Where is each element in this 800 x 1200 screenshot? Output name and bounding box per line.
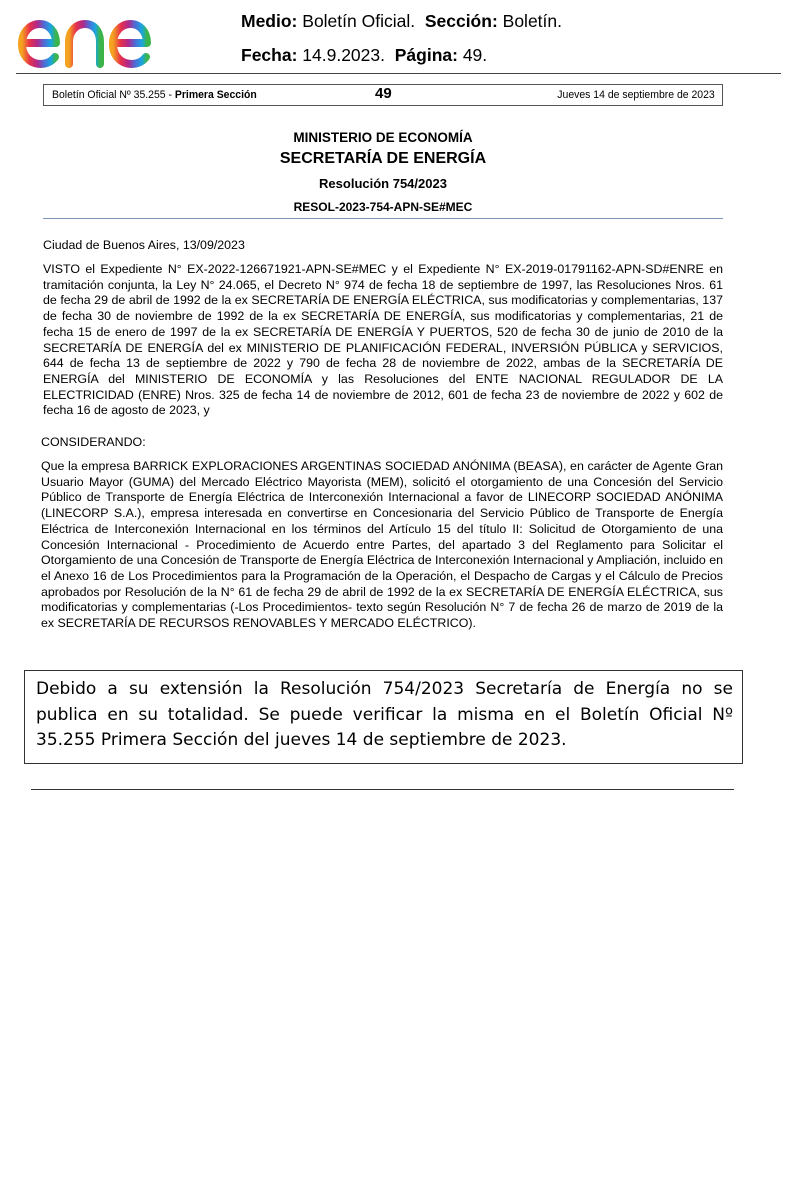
seccion-value: Boletín. [502,11,563,31]
secretaria-title: SECRETARÍA DE ENERGÍA [279,150,487,167]
que-paragraph: Que la empresa BARRICK EXPLORACIONES ARGENTINAS SOCIEDAD ANÓNIMA (BEASA), en carácter de Agente Gran Usuario Mayor (GUMA) del Mercado Eléctrico Mayorista (MEM), solicitó el otorgamiento de una Concesión del Servicio Público de Transporte de Energía Eléctrica de Interconexión Internacional a favor de LINECORP SOCIEDAD ANÓNIMA (LINECORP S.A.), empresa interesada en convertirse en Concesionaria del Servicio Público de Transporte de Energía Eléctrica de Interconexión Internacional en los términos del Artículo 15 del título II: Solicitud de Otorgamiento de una Concesión Internacional - Procedimiento de Acuerdo entre Partes, del apartado 3 del Reglamento para Solicitar el Otorgamiento de una Concesión de Transporte de Energía Eléctrica de Interconexión Internacional y Ampliación, incluido en el Anexo 16 de Los Procedimientos para la Programación de la Operación, el Despacho de Cargas y el Cálculo de Precios aprobados por Resolución de la N° 61 de fecha 29 de abril de 1992 de la ex SECRETARÍA DE ENERGÍA ELÉCTRICA, sus modificatorias y complementarias (-Los Procedimientos- texto según Resolución N° 7 de fecha 26 de marzo de 2019 de la ex SECRETARÍA DE RECURSOS RENOVABLES Y MERCADO ELÉCTRICO). [41,459,723,631]
resolution-code: RESOL-2023-754-APN-SE#MEC [293,200,473,214]
bulletin-section: Primera Sección [174,89,257,101]
medio-value: Boletín Oficial. [302,11,416,31]
bulletin-header-box [43,84,723,106]
place-date: Ciudad de Buenos Aires, 13/09/2023 [43,238,245,252]
fecha-value: 14.9.2023. [302,45,385,65]
ministry-title: MINISTERIO DE ECONOMÍA [293,130,473,145]
bulletin-date: Jueves 14 de septiembre de 2023 [557,89,715,101]
resolution-title: Resolución 754/2023 [319,176,447,191]
seccion-label: Sección: [424,11,498,31]
bottom-divider [31,789,734,790]
medio-label: Medio: [241,11,298,31]
pagina-label: Página: [394,45,458,65]
header-meta-line1 [241,11,562,32]
notice-box [24,670,743,764]
considerando-heading: CONSIDERANDO: [41,435,146,449]
pagina-value: 49. [462,45,488,65]
notice-text: Debido a su extensión la Resolución 754/2023 Secretaría de Energía no se publica en su totalidad. Se puede verificar la misma en el Boletín Oficial Nº 35.255 Primera Sección del jueves 14 de septiembre de 2023. [36,679,733,750]
header-divider [16,73,781,74]
bulletin-edition [52,85,257,105]
enel-logo [14,4,182,70]
title-divider [43,218,723,219]
header-meta-line2 [241,45,487,66]
visto-paragraph: VISTO el Expediente N° EX-2022-126671921-APN-SE#MEC y el Expediente N° EX-2019-01791162-APN-SD#ENRE en tramitación conjunta, la Ley N° 24.065, el Decreto N° 974 de fecha 18 de septiembre de 1997, las Resoluciones Nros. 61 de fecha 29 de abril de 1992 de la ex SECRETARÍA DE ENERGÍA ELÉCTRICA, sus modificatorias y complementarias, 137 de fecha 30 de noviembre de 1992 de la ex SECRETARÍA DE ENERGÍA, sus modificatorias y complementarias, 21 de fecha 15 de enero de 1997 de la ex SECRETARÍA DE ENERGÍA Y PUERTOS, 520 de fecha 30 de junio de 2010 de la SECRETARÍA DE ENERGÍA del ex MINISTERIO DE PLANIFICACIÓN FEDERAL, INVERSIÓN PÚBLICA y SERVICIOS, 644 de fecha 13 de septiembre de 2022 y 790 de fecha 28 de noviembre de 2022, ambas de la SECRETARÍA DE ENERGÍA del MINISTERIO DE ECONOMÍA y las Resoluciones del ENTE NACIONAL REGULADOR DE LA ELECTRICIDAD (ENRE) Nros. 325 de fecha 14 de noviembre de 2012, 601 de fecha 23 de noviembre de 2022 y 602 de fecha 16 de agosto de 2023, y [43,262,723,418]
bulletin-edition-text: Boletín Oficial Nº 35.255 - [52,89,175,101]
fecha-label: Fecha: [241,45,298,65]
bulletin-page-number: 49 [375,85,392,102]
